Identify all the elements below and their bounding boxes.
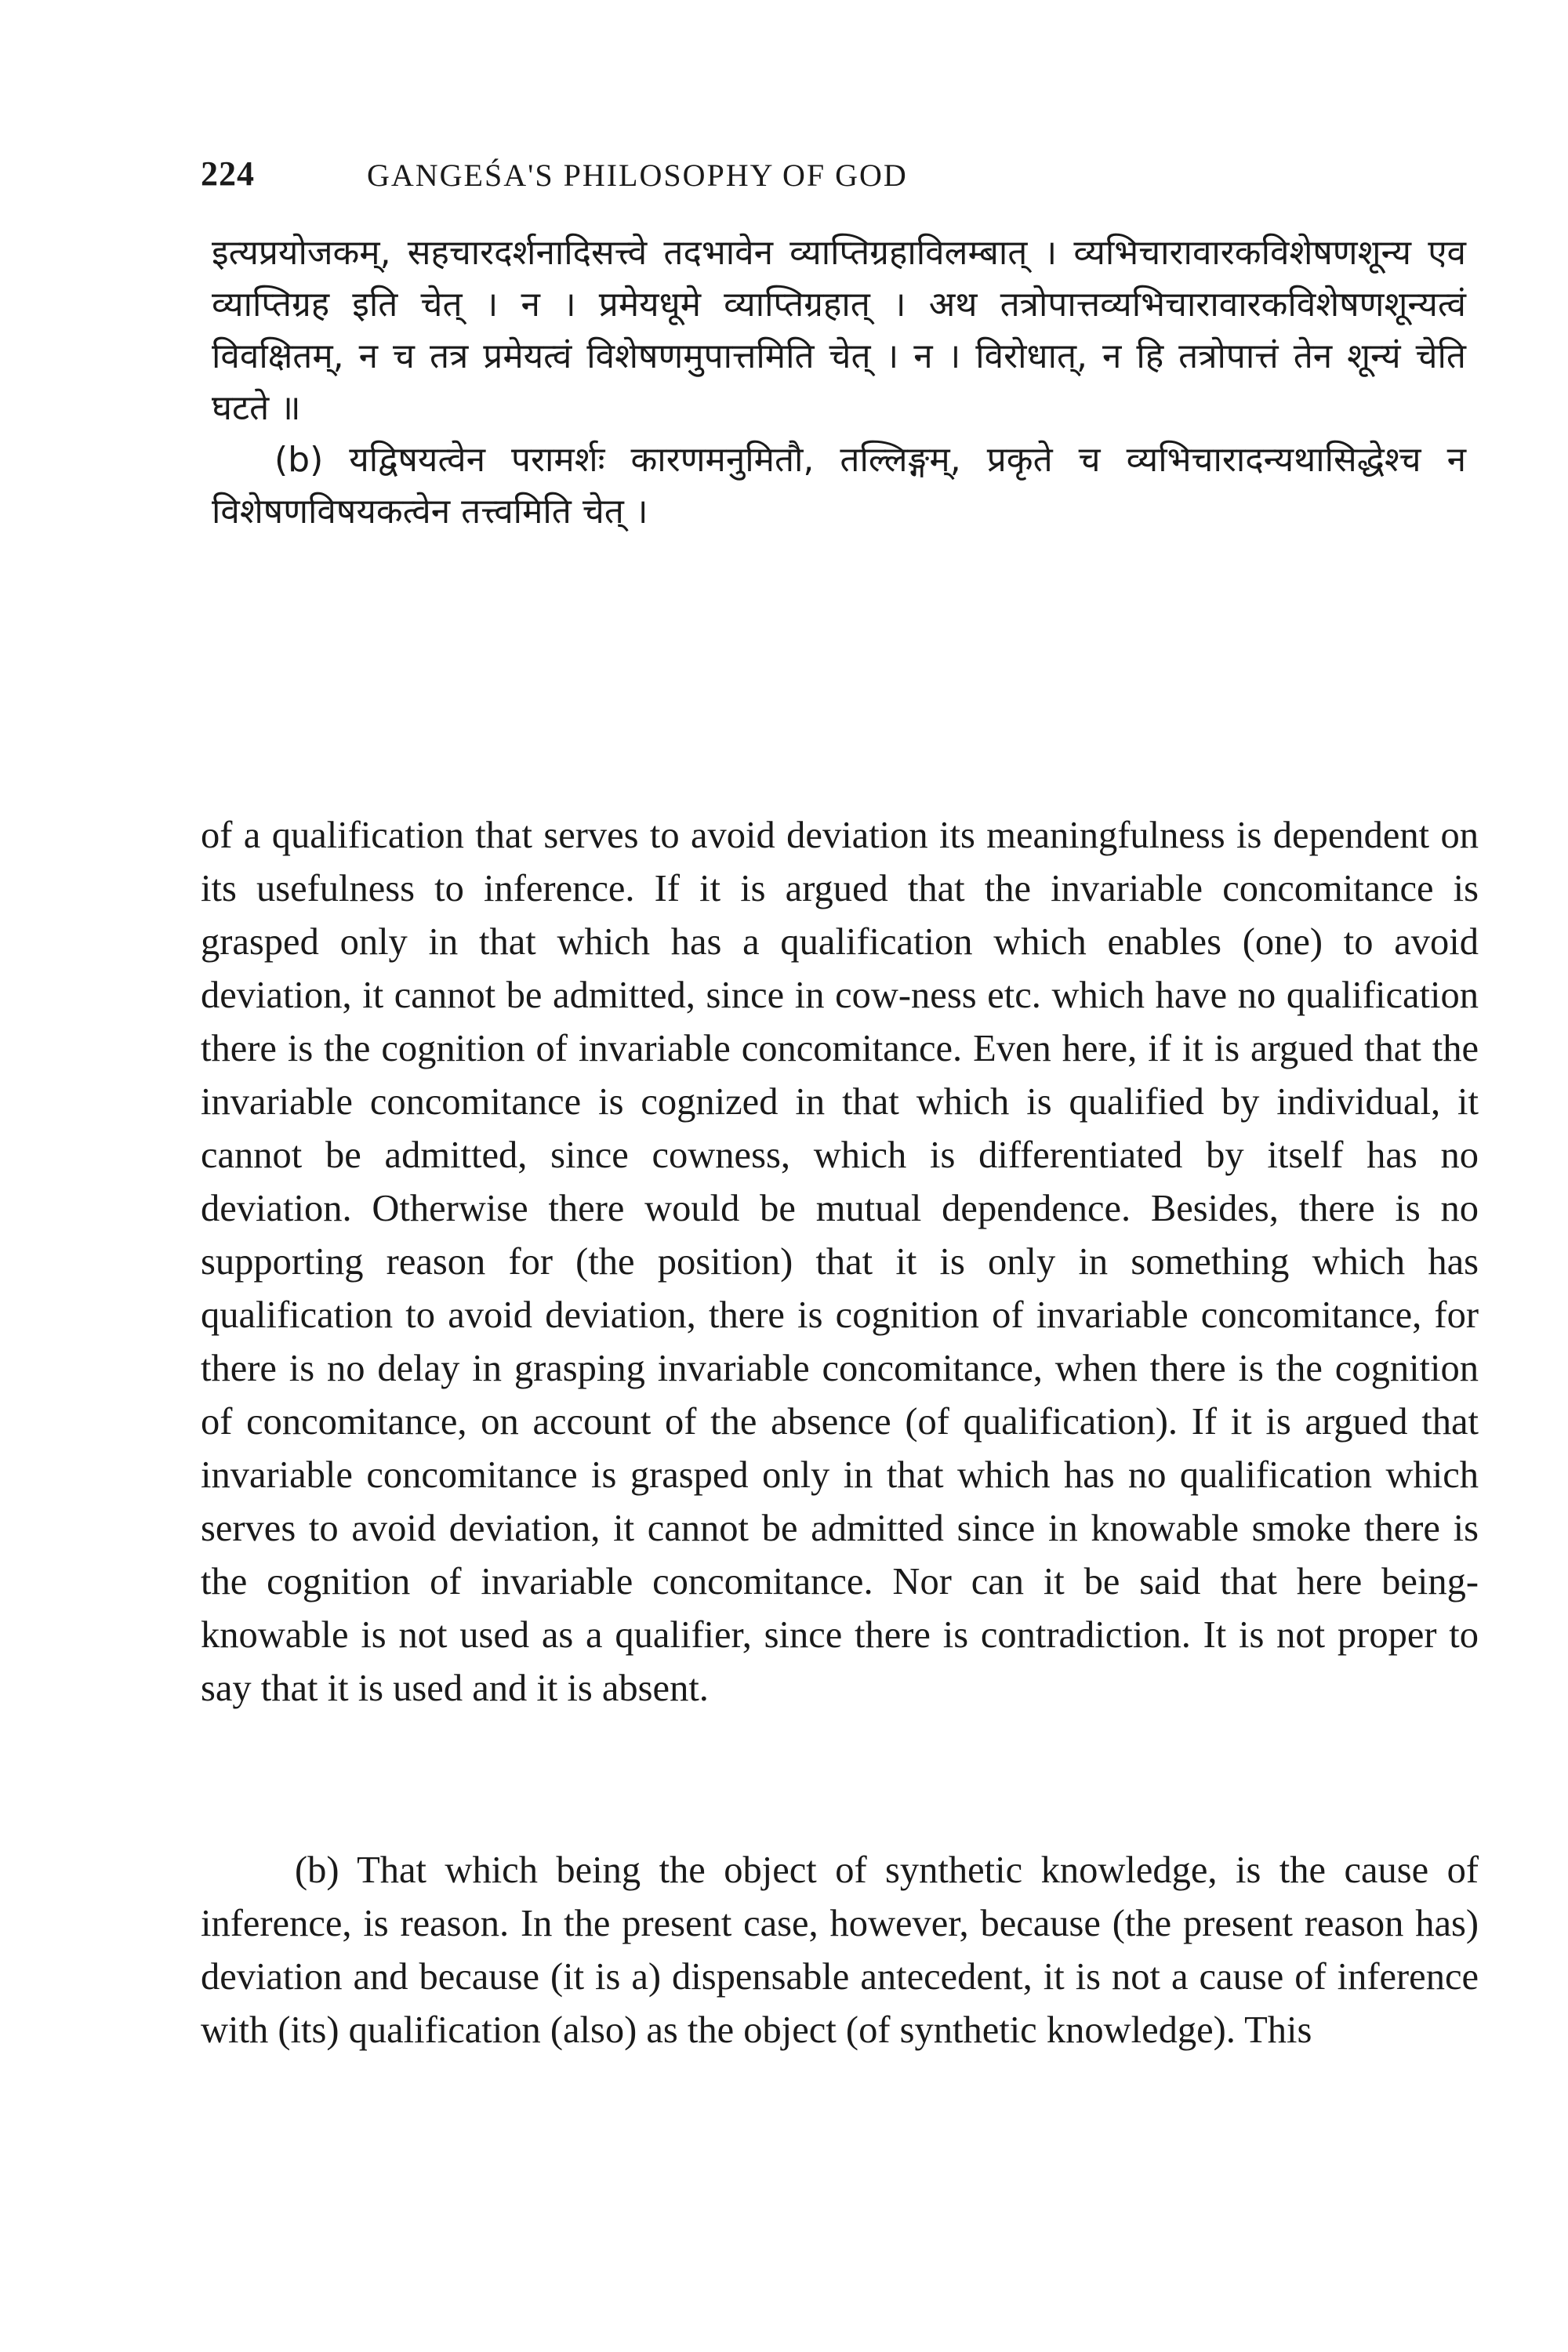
- sanskrit-passage-a: इत्यप्रयोजकम्, सहचारदर्शनादिसत्त्वे तदभावेन व्याप्तिग्रहाविलम्बात् । व्यभिचारावारकविशेषणशून्य एव व्याप्तिग्रह इति चेत् । न । प्रमेयधूमे व्याप्तिग्रहात् । अथ तत्रोपात्तव्यभिचारावारकविशेषणशून्यत्वं विवक्षितम्, न च तत्र प्रमेयत्वं विशेषणमुपात्तमिति चेत् । न । विरोधात्, न हि तत्रोपात्तं तेन शून्यं चेति घटते ॥: [212, 233, 1466, 428]
- sanskrit-text-block: [212, 227, 1466, 538]
- sanskrit-passage-b: (b) यद्विषयत्वेन परामर्शः कारणमनुमितौ, तल्लिङ्गम्, प्रकृते च व्यभिचारादन्यथासिद्धेश्च न विशेषणविषयकत्वेन तत्त्वमिति चेत् ।: [212, 440, 1466, 532]
- page-header: [201, 154, 1471, 201]
- translation-paragraph-2-text: (b) That which being the object of synthetic knowledge, is the cause of inference, is reason. In the present case, however, because (the present reason has) deviation and because (it is a) dispensable antecedent, it is not a cause of inference with (its) qualification (also) as the object (of synthetic knowledge). This: [201, 1849, 1479, 2051]
- running-title: GANGEŚA'S PHILOSOPHY OF GOD: [367, 158, 908, 193]
- translation-paragraph-1: [201, 809, 1479, 1715]
- page-number: 224: [201, 154, 255, 193]
- translation-paragraph-1-text: of a qualification that serves to avoid deviation its meaningfulness is dependent on its usefulness to inference. If it is argued that the invariable concomitance is grasped only in that which has a qualification which enables (one) to avoid deviation, it cannot be admitted, since in cow-ness etc. which have no qualification there is the cognition of invariable concomitance. Even here, if it is argued that the invariable concomitance is cognized in that which is qualified by individual, it cannot be admitted, since cowness, which is differentiated by itself has no deviation. Otherwise there would be mutual dependence. Besides, there is no supporting reason for (the position) that it is only in something which has qualification to avoid deviation, there is cognition of invariable concomitance, for there is no delay in grasping invariable concomitance, when there is the cognition of concomitance, on account of the absence (of qualification). If it is argued that invariable concomitance is grasped only in that which has no qualification which serves to avoid deviation, it cannot be admitted since in knowable smoke there is the cognition of invariable concomitance. Nor can it be said that here being-knowable is not used as a qualifier, since there is contradiction. It is not proper to say that it is used and it is absent.: [201, 815, 1479, 1709]
- translation-paragraph-2: [201, 1844, 1479, 2057]
